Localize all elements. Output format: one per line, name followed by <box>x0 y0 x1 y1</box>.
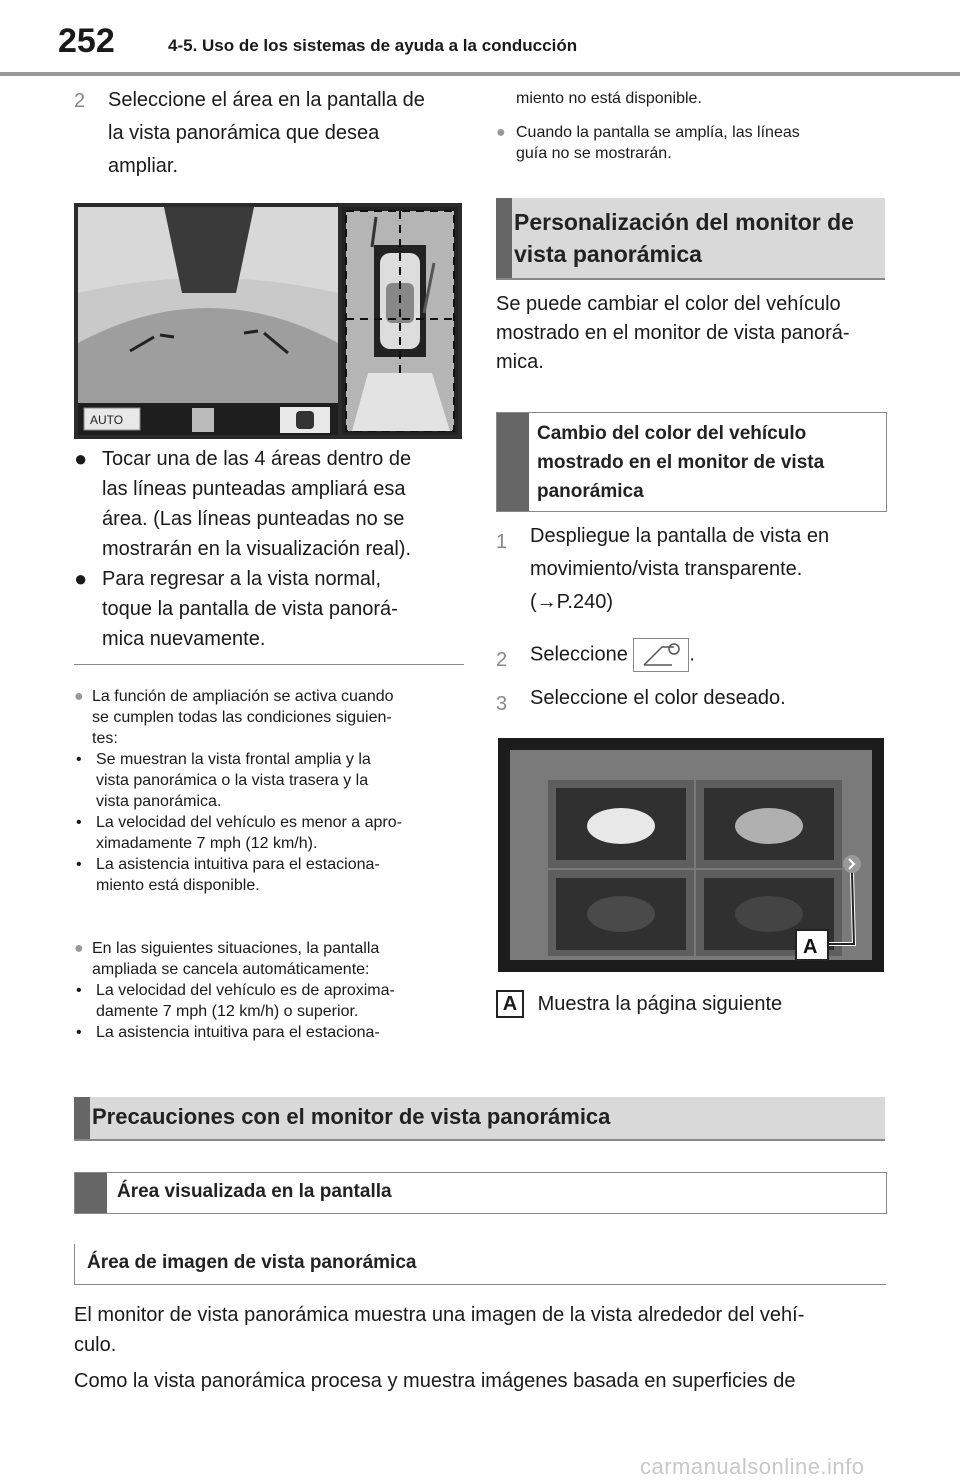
auto-label: AUTO <box>90 413 124 427</box>
step-text: Seleccione el color deseado. <box>530 687 786 709</box>
legend-a <box>496 990 782 1018</box>
chapter-title: 4-5. Uso de los sistemas de ayuda a la conducción <box>168 36 578 55</box>
image-area-paragraph <box>74 1300 894 1396</box>
note-zoom-conditions <box>74 686 468 896</box>
title-tab <box>496 198 512 278</box>
note-item-line: La asistencia intuitiva para el estaciona- <box>96 856 380 873</box>
subsubsection-title-image-area <box>74 1244 886 1285</box>
section-title-text: Precauciones con el monitor de vista panorámica <box>92 1104 611 1129</box>
title-tab <box>74 1097 90 1139</box>
step-line: Seleccione el área en la pantalla de <box>108 89 425 111</box>
para-line: mica. <box>496 351 544 373</box>
note-item-line: miento está disponible. <box>96 877 260 894</box>
vehicle-color-selection-screen <box>498 738 884 972</box>
bullet-line: las líneas punteadas ampliará esa <box>102 478 406 500</box>
para-line: culo. <box>74 1334 117 1356</box>
section-title-personalization <box>496 198 885 280</box>
note-item-line: Se muestran la vista frontal amplia y la <box>96 751 371 768</box>
step-number: 3 <box>496 693 508 715</box>
note-divider <box>74 664 464 665</box>
subsubtitle-text: Área de imagen de vista panorámica <box>87 1252 417 1273</box>
step-text: Seleccione <box>530 643 628 666</box>
panoramic-view-screen <box>74 203 462 439</box>
watermark: carmanualsonline.info <box>640 1454 865 1479</box>
note-item: • La velocidad del vehículo es de aproxima- damente 7 mph (12 km/h) o superior. <box>74 980 468 1022</box>
para-line: Como la vista panorámica procesa y muestra imágenes basada en superficies de <box>74 1370 796 1392</box>
step-line: Despliegue la pantalla de vista en <box>530 525 830 547</box>
note-circle-icon: ● <box>496 124 506 141</box>
bullet-line: mica nuevamente. <box>102 628 266 650</box>
note-line: guía no se mostrarán. <box>516 145 672 162</box>
note-line: ampliada se cancela automáticamente: <box>92 961 370 978</box>
subtitle-line: mostrado en el monitor de vista <box>537 452 825 473</box>
legend-text: Muestra la página siguiente <box>537 993 783 1015</box>
note-item-line: vista panorámica o la vista trasera y la <box>96 772 369 789</box>
note-line: En las siguientes situaciones, la pantalla <box>92 940 380 957</box>
bullet-line: mostrarán en la visualización real). <box>102 538 412 560</box>
header-rule <box>0 72 960 76</box>
para-line: mostrado en el monitor de vista panorá- <box>496 322 850 344</box>
callout-a-label: A <box>803 936 818 958</box>
step-number: 2 <box>496 649 508 671</box>
note-circle-icon: ● <box>74 940 84 957</box>
step-line: ampliar. <box>108 155 179 177</box>
page-number: 252 <box>58 22 115 60</box>
section-title-precautions <box>74 1097 885 1141</box>
step-line: movimiento/vista transparente. <box>530 558 803 580</box>
note-item-line: La velocidad del vehículo es de aproxima- <box>96 982 395 999</box>
note-line: La función de ampliación se activa cuando <box>92 688 394 705</box>
bullet-line: área. (Las líneas punteadas no se <box>102 508 405 530</box>
left-step-2 <box>74 84 474 183</box>
note-item: • La velocidad del vehículo es menor a apro- ximadamente 7 mph (12 km/h). <box>74 812 468 854</box>
right-step-3 <box>496 682 896 715</box>
right-step-1 <box>496 520 896 619</box>
bullet-return-normal <box>74 564 474 654</box>
note-continuation: miento no está disponible. <box>516 90 702 107</box>
subtitle-line: panorámica <box>537 481 644 502</box>
section-title-line: Personalización del monitor de <box>514 209 854 235</box>
note-item: • La asistencia intuitiva para el estaciona- <box>74 1022 468 1043</box>
note-item-line: damente 7 mph (12 km/h) o superior. <box>96 1003 359 1020</box>
bullet-dot: ● <box>74 566 88 591</box>
right-step-2 <box>496 638 896 672</box>
bullet-zoom-areas <box>74 444 474 564</box>
section-title-line: vista panorámica <box>514 241 702 267</box>
panoramic-view-illustration <box>74 203 462 439</box>
step-number: 2 <box>74 90 86 112</box>
bullet-line: Tocar una de las 4 áreas dentro de <box>102 448 412 470</box>
note-item: • La asistencia intuitiva para el estaciona- miento está disponible. <box>74 854 468 896</box>
bullet-dot: ● <box>74 446 88 471</box>
subsection-title-vehicle-color <box>496 412 887 512</box>
step-line: la vista panorámica que desea <box>108 122 380 144</box>
legend-label: A <box>496 990 524 1018</box>
vehicle-color-illustration <box>498 738 884 972</box>
para-line: El monitor de vista panorámica muestra una imagen de la vista alrededor del vehí- <box>74 1304 805 1326</box>
step-line: (→P.240) <box>530 591 614 613</box>
note-circle-icon: ● <box>74 688 84 705</box>
note-item: • Se muestran la vista frontal amplia y la vista panorámica o la vista trasera y la vista panorámica. <box>74 749 468 812</box>
settings-gear-icon <box>633 638 689 672</box>
subtitle-text: Área visualizada en la pantalla <box>117 1181 392 1202</box>
subtitle-line: Cambio del color del vehículo <box>537 423 807 444</box>
step-text-end: . <box>689 643 695 666</box>
note-line: tes: <box>92 730 118 747</box>
note-guide-lines <box>496 122 896 164</box>
subsection-title-display-area <box>74 1172 887 1214</box>
note-zoom-cancel <box>74 938 468 1043</box>
personalization-paragraph <box>496 290 850 377</box>
note-line: se cumplen todas las condiciones siguien- <box>92 709 392 726</box>
title-tab <box>75 1173 107 1213</box>
note-item-line: La asistencia intuitiva para el estaciona- <box>96 1024 380 1041</box>
step-number: 1 <box>496 531 508 553</box>
note-item-line: La velocidad del vehículo es menor a apro- <box>96 814 402 831</box>
bullet-line: Para regresar a la vista normal, <box>102 568 382 590</box>
para-line: Se puede cambiar el color del vehículo <box>496 293 841 315</box>
note-item-line: vista panorámica. <box>96 793 222 810</box>
title-tab <box>497 413 529 511</box>
bullet-line: toque la pantalla de vista panorá- <box>102 598 398 620</box>
note-item-line: ximadamente 7 mph (12 km/h). <box>96 835 318 852</box>
note-line: Cuando la pantalla se amplía, las líneas <box>516 124 800 141</box>
